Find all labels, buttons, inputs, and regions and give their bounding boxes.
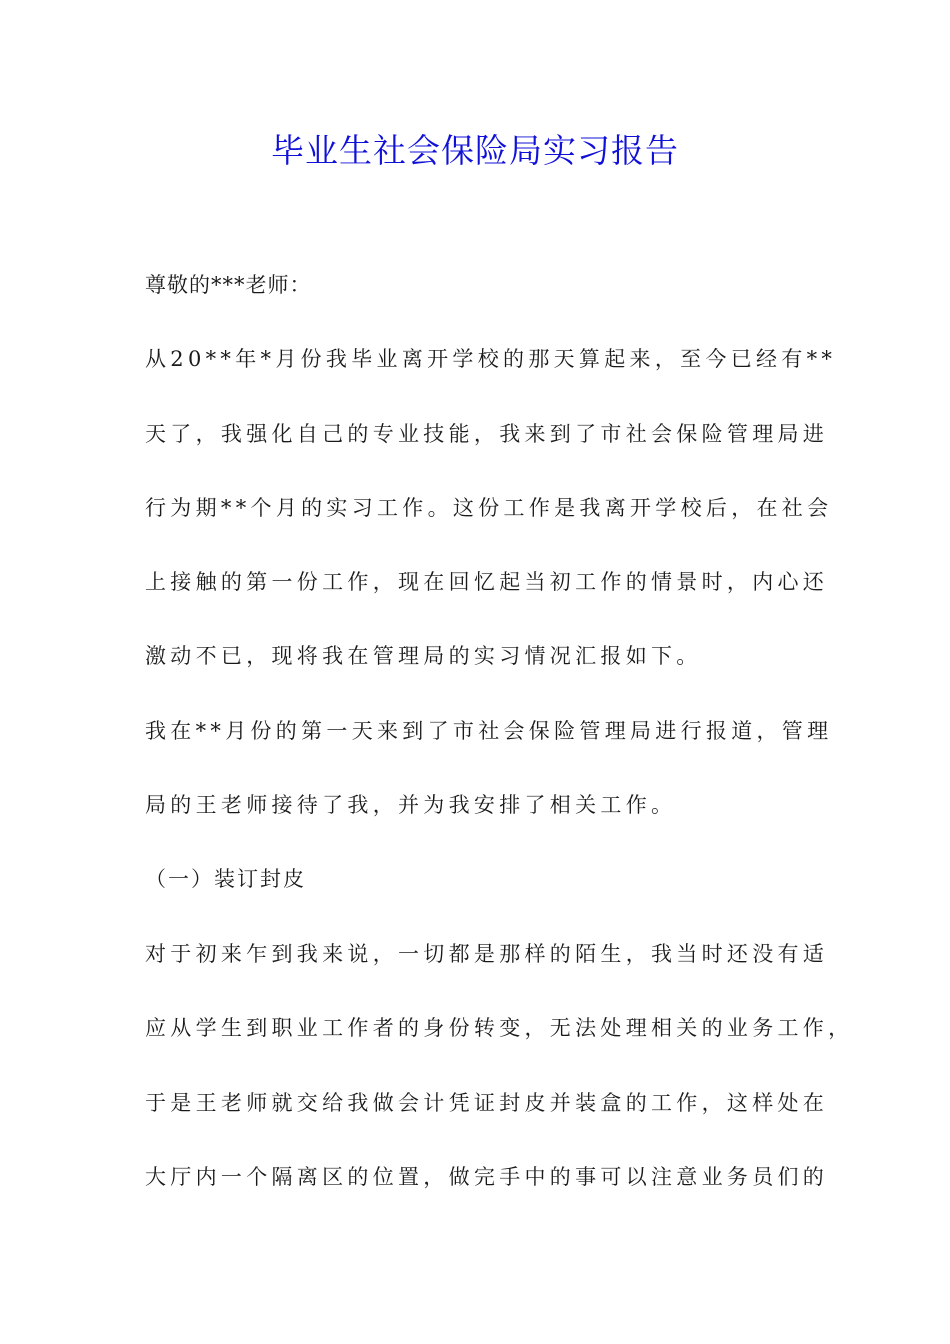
paragraph-3-line-3: 于是王老师就交给我做会计凭证封皮并装盒的工作，这样处在 [145, 1091, 829, 1115]
paragraph-1-line-5: 激动不已，现将我在管理局的实习情况汇报如下。 [145, 644, 702, 668]
paragraph-1-line-2: 天了，我强化自己的专业技能，我来到了市社会保险管理局进 [145, 422, 829, 446]
paragraph-1-line-4: 上接触的第一份工作，现在回忆起当初工作的情景时，内心还 [145, 570, 829, 594]
section-heading: （一）装订封皮 [145, 867, 306, 891]
paragraph-3-line-4: 大厅内一个隔离区的位置，做完手中的事可以注意业务员们的 [145, 1165, 829, 1189]
salutation: 尊敬的***老师： [145, 273, 312, 297]
page-title: 毕业生社会保险局实习报告 [271, 131, 679, 170]
paragraph-1-line-1: 从20**年*月份我毕业离开学校的那天算起来，至今已经有** [145, 347, 837, 371]
paragraph-3-line-2: 应从学生到职业工作者的身份转变，无法处理相关的业务工作， [145, 1016, 854, 1040]
paragraph-1-line-3: 行为期**个月的实习工作。这份工作是我离开学校后，在社会 [145, 496, 833, 520]
paragraph-2-line-1: 我在**月份的第一天来到了市社会保险管理局进行报道，管理 [145, 719, 833, 743]
paragraph-2-line-2: 局的王老师接待了我，并为我安排了相关工作。 [145, 793, 677, 817]
paragraph-3-line-1: 对于初来乍到我来说，一切都是那样的陌生，我当时还没有适 [145, 942, 829, 966]
